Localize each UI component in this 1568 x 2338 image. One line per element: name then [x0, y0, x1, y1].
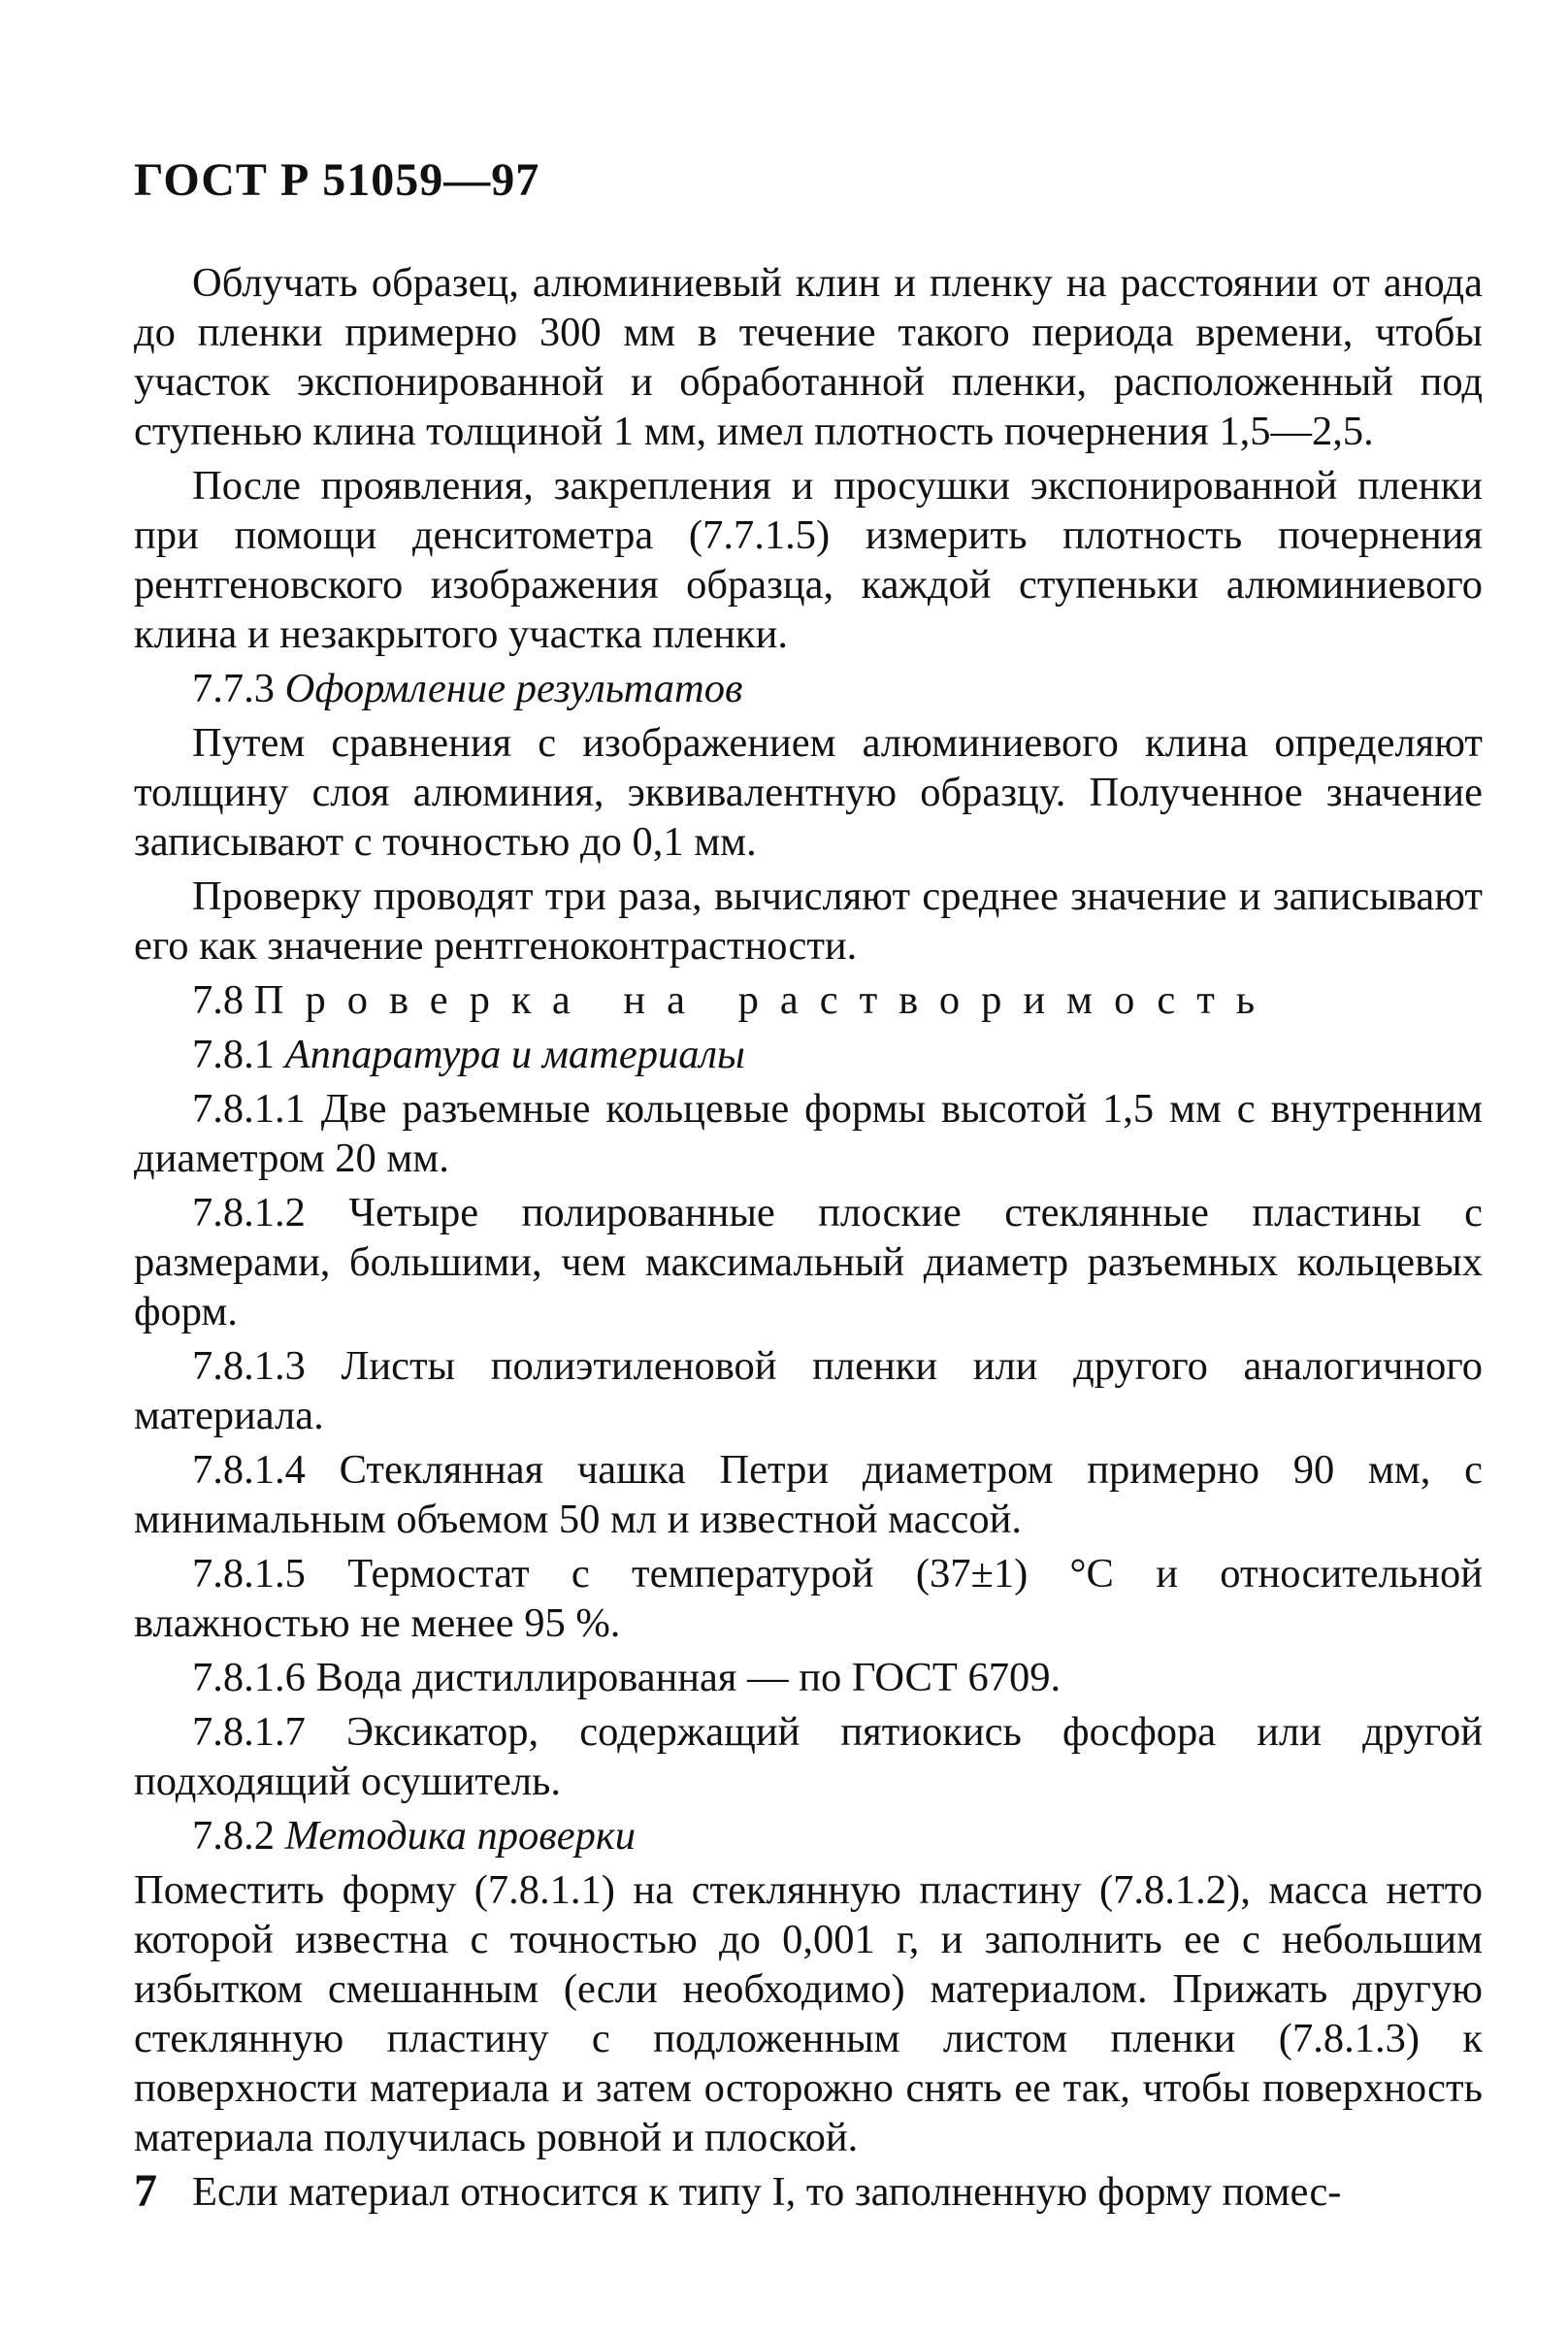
list-item-7-8-1-5: 7.8.1.5 Термостат с температурой (37±1) °С и относительной влажностью не менее 95 %.	[134, 1551, 1483, 1646]
paragraph-comparison: Путем сравнения с изображением алюминиевого клина определяют толщину слоя алюминия, эквивалентную образцу. Полученное значение записывают с точностью до 0,1 мм.	[134, 720, 1483, 865]
list-item-7-8-1-7: 7.8.1.7 Эксикатор, содержащий пятиокись фосфора или другой подходящий осушитель.	[134, 1709, 1483, 1804]
paragraph-densitometer: После проявления, закрепления и просушки экспонированной пленки при помощи денситометра (7.7.1.5) измерить плотность почернения рентгеновского изображения образца, каждой ступеньки алюминиевого клина и незакрытого участка пленки.	[134, 463, 1483, 657]
document-page	[134, 153, 1483, 2222]
section-title: Проверка на растворимость	[253, 977, 1277, 1023]
paragraph-type-i: Если материал относится к типу I, то заполненную форму помес-	[192, 2169, 1342, 2215]
section-number: 7.8.1	[192, 1032, 275, 1077]
list-item-7-8-1-4: 7.8.1.4 Стеклянная чашка Петри диаметром примерно 90 мм, с минимальным объемом 50 мл и известной массой.	[134, 1447, 1483, 1542]
section-heading-7-8	[134, 975, 1483, 1025]
section-title: Аппаратура и материалы	[284, 1032, 745, 1077]
list-item-7-8-1-2: 7.8.1.2 Четыре полированные плоские стеклянные пластины с размерами, большими, чем максимальный диаметр разъемных кольцевых форм.	[134, 1190, 1483, 1334]
paragraph-procedure: Поместить форму (7.8.1.1) на стеклянную пластину (7.8.1.2), масса нетто которой известна с точностью до 0,001 г, и заполнить ее с небольшим избытком смешанным (если необходимо) материалом. Прижать другую стеклянную пластину с подложенным листом пленки (7.8.1.3) к поверхности материала и затем осторожно снять ее так, чтобы поверхность материала получилась ровной и плоской.	[134, 1867, 1483, 2160]
list-item-7-8-1-6: 7.8.1.6 Вода дистиллированная — по ГОСТ 6709.	[192, 1655, 1062, 1700]
section-number: 7.8	[192, 977, 245, 1023]
paragraph-irradiation: Облучать образец, алюминиевый клин и пленку на расстоянии от анода до пленки примерно 300 мм в течение такого периода времени, чтобы участок экспонированной и обработанной пленки, расположенный под ступенью клина толщиной 1 мм, имел плотность почернения 1,5—2,5.	[134, 260, 1483, 454]
section-heading-7-7-3	[134, 664, 1483, 713]
page-number: 7	[134, 2165, 157, 2217]
paragraph-repeat: Проверку проводят три раза, вычисляют среднее значение и записывают его как значение рентгеноконтрастности.	[134, 873, 1483, 969]
section-heading-7-8-1	[134, 1030, 1483, 1079]
section-number: 7.8.2	[192, 1813, 275, 1859]
section-number: 7.7.3	[192, 666, 275, 711]
section-title: Оформление результатов	[284, 666, 743, 711]
list-item-7-8-1-1: 7.8.1.1 Две разъемные кольцевые формы высотой 1,5 мм с внутренним диаметром 20 мм.	[134, 1086, 1483, 1181]
document-body	[134, 258, 1483, 2217]
section-heading-7-8-2	[134, 1811, 1483, 1861]
list-item-7-8-1-3: 7.8.1.3 Листы полиэтиленовой пленки или другого аналогичного материала.	[134, 1343, 1483, 1438]
section-title: Методика проверки	[284, 1813, 636, 1859]
document-header: ГОСТ Р 51059—97	[134, 154, 540, 206]
